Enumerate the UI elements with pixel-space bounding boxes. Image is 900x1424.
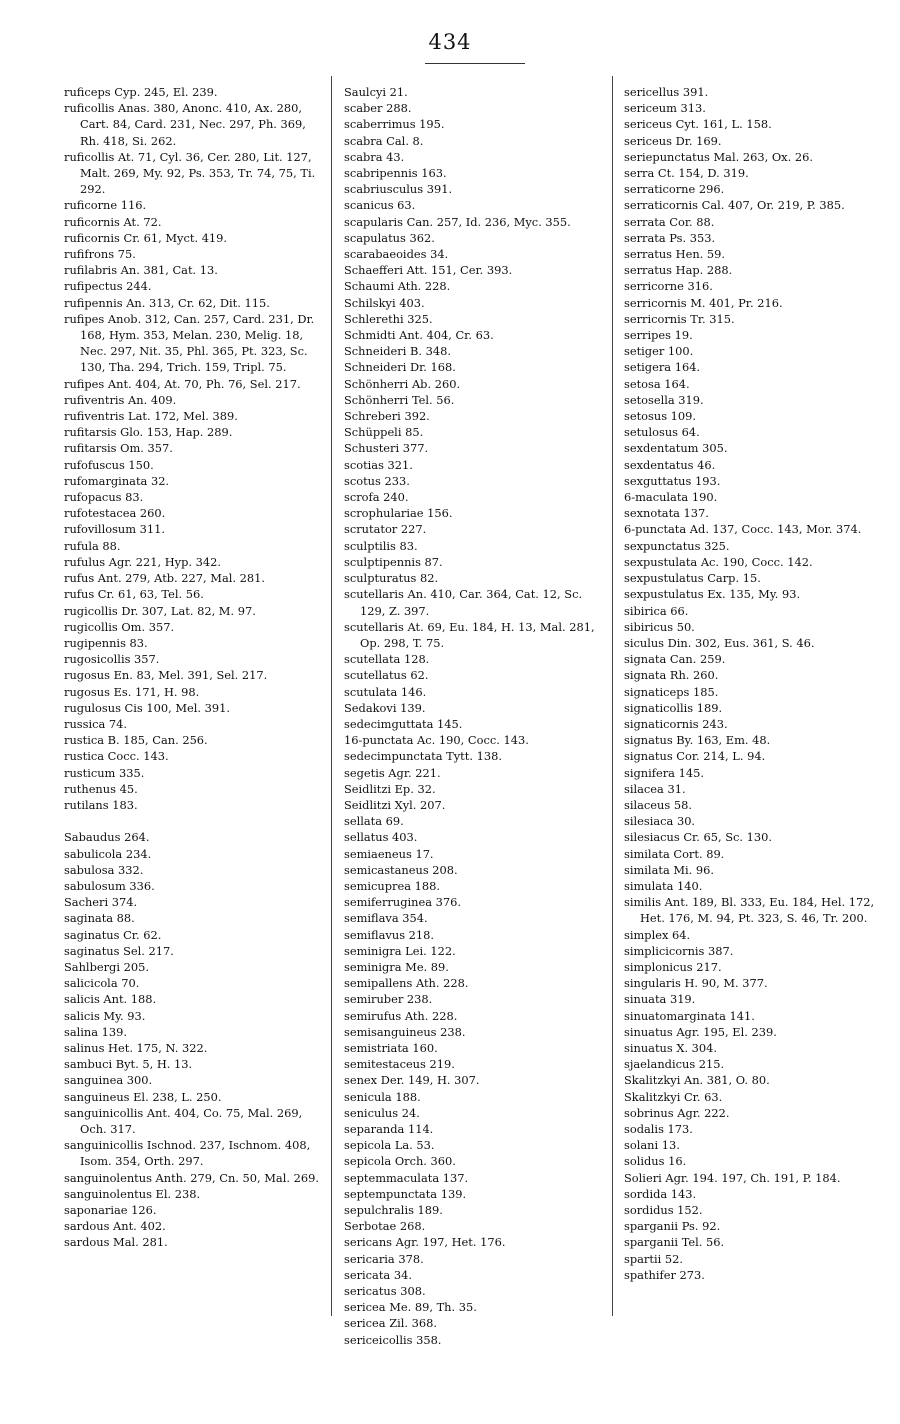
index-entry: sexpustulatus Carp. 15. — [624, 571, 761, 586]
index-entry: 6-maculata 190. — [624, 490, 718, 505]
index-entry: rugicollis Dr. 307, Lat. 82, M. 97. — [64, 603, 256, 618]
index-entry: sabulosum 336. — [64, 878, 155, 893]
index-entry: signifera 145. — [624, 765, 704, 780]
index-entry: ruficollis At. 71, Cyl. 36, Cer. 280, Lit. 127, Malt. 269, My. 92, Ps. 353, Tr. 74, 75, Ti. 292. — [64, 149, 316, 197]
index-entry: sanguinicollis Ischnod. 237, Ischnom. 408, Isom. 354, Orth. 297. — [64, 1138, 311, 1169]
index-entry: signata Can. 259. — [624, 652, 726, 667]
index-entry: scarabaeoides 34. — [344, 247, 449, 262]
index-entry: salicis My. 93. — [64, 1008, 146, 1023]
index-entry: sinuatus Agr. 195, El. 239. — [624, 1024, 777, 1039]
index-entry: sepulchralis 189. — [344, 1203, 443, 1218]
index-entry: sculptilis 83. — [344, 538, 418, 553]
index-entry: sanguinicollis Ant. 404, Co. 75, Mal. 269, Och. 317. — [64, 1105, 303, 1136]
index-entry: rufiventris Lat. 172, Mel. 389. — [64, 409, 238, 424]
index-entry: setigera 164. — [624, 360, 701, 375]
index-entry: scabra Cal. 8. — [344, 133, 424, 148]
column-divider — [612, 76, 613, 1316]
index-entry: serricornis Tr. 315. — [624, 311, 735, 326]
index-entry: rufipectus 244. — [64, 279, 152, 294]
index-entry: rufus Ant. 279, Atb. 227, Mal. 281. — [64, 571, 265, 586]
index-entry: scaberrimus 195. — [344, 117, 445, 132]
index-entry: rufipes Anob. 312, Can. 257, Card. 231, Dr. 168, Hym. 353, Melan. 230, Melig. 18, Nec. 297, Nit. 35, Phl. 365, Pt. 323, Sc. 130, Tha. 294, Trich. 159, Tripl. 75. — [64, 311, 315, 375]
index-entry: Schaefferi Att. 151, Cer. 393. — [344, 263, 513, 278]
index-entry: scutellatus 62. — [344, 668, 429, 683]
index-entry: salinus Het. 175, N. 322. — [64, 1040, 208, 1055]
index-entry: seniculus 24. — [344, 1105, 420, 1120]
index-entry: serratus Hen. 59. — [624, 247, 726, 262]
index-entry: rugicollis Om. 357. — [64, 619, 175, 634]
index-entry: ruthenus 45. — [64, 781, 138, 796]
index-entry: sepicola La. 53. — [344, 1138, 435, 1153]
index-entry: semitestaceus 219. — [344, 1057, 455, 1072]
index-entry: sculpturatus 82. — [344, 571, 439, 586]
index-entry: salicicola 70. — [64, 976, 140, 991]
index-entry: septemmaculata 137. — [344, 1170, 469, 1185]
index-entry: scanicus 63. — [344, 198, 416, 213]
index-entry: ruficeps Cyp. 245, El. 239. — [64, 85, 218, 99]
index-entry: sabulicola 234. — [64, 846, 152, 861]
index-entry: Schreberi 392. — [344, 409, 430, 424]
index-entry: setosus 109. — [624, 409, 697, 424]
index-entry: simplonicus 217. — [624, 959, 722, 974]
index-entry: rufiventris An. 409. — [64, 392, 177, 407]
index-entry: scutulata 146. — [344, 684, 427, 699]
index-entry: scabripennis 163. — [344, 166, 447, 181]
index-entry: Schönherri Ab. 260. — [344, 376, 461, 391]
index-entry: serraticorne 296. — [624, 182, 725, 197]
index-entry: silesiaca 30. — [624, 814, 696, 829]
index-entry: ruficornis At. 72. — [64, 214, 162, 229]
index-entry: semipallens Ath. 228. — [344, 976, 469, 991]
index-entry: rufotestacea 260. — [64, 506, 166, 521]
index-entry: sinuatus X. 304. — [624, 1040, 718, 1055]
index-entry: saginatus Cr. 62. — [64, 927, 162, 942]
index-entry: sericata 34. — [344, 1267, 412, 1282]
index-entry: sellatus 403. — [344, 830, 418, 845]
index-entry: semiferruginea 376. — [344, 895, 461, 910]
index-entry: sexpustulata Ac. 190, Cocc. 142. — [624, 554, 813, 569]
index-entry: sedecimpunctata Tytt. 138. — [344, 749, 502, 764]
index-entry: sobrinus Agr. 222. — [624, 1105, 730, 1120]
index-entry: Sedakovi 139. — [344, 700, 426, 715]
index-entry: semiflavus 218. — [344, 927, 435, 942]
index-entry: sinuatomarginata 141. — [624, 1008, 755, 1023]
index-entry: scotus 233. — [344, 473, 410, 488]
index-entry: sellata 69. — [344, 814, 404, 829]
index-entry: semicuprea 188. — [344, 878, 440, 893]
index-entry: rufipennis An. 313, Cr. 62, Dit. 115. — [64, 295, 270, 310]
index-entry: similis Ant. 189, Bl. 333, Eu. 184, Hel. 172, Het. 176, M. 94, Pt. 323, S. 46, Tr. 200. — [624, 895, 875, 926]
index-entry: sanguinolentus Anth. 279, Cn. 50, Mal. 269. — [64, 1170, 319, 1185]
index-entry: sanguineus El. 238, L. 250. — [64, 1089, 222, 1104]
index-entry: Schüppeli 85. — [344, 425, 424, 440]
index-entry: semirufus Ath. 228. — [344, 1008, 458, 1023]
index-column-1 — [64, 84, 322, 1251]
index-entry: rugosus En. 83, Mel. 391, Sel. 217. — [64, 668, 268, 683]
index-entry: sardous Mal. 281. — [64, 1235, 168, 1250]
index-entry: serra Ct. 154, D. 319. — [624, 166, 749, 181]
index-entry: Schlerethi 325. — [344, 311, 433, 326]
index-entry: similata Mi. 96. — [624, 862, 715, 877]
index-entry: sericellus 391. — [624, 85, 709, 99]
index-entry: solidus 16. — [624, 1154, 687, 1169]
index-entry: rufovillosum 311. — [64, 522, 166, 537]
index-entry: sexnotata 137. — [624, 506, 709, 521]
index-entry: scabriusculus 391. — [344, 182, 453, 197]
index-entry: ruficorne 116. — [64, 198, 147, 213]
index-entry: sericeus Dr. 169. — [624, 133, 722, 148]
index-entry: simulata 140. — [624, 878, 703, 893]
index-entry: sexdentatum 305. — [624, 441, 728, 456]
index-entry: sordida 143. — [624, 1186, 697, 1201]
index-entry: rugipennis 83. — [64, 635, 148, 650]
index-entry: sibiricus 50. — [624, 619, 695, 634]
index-entry: scrutator 227. — [344, 522, 427, 537]
index-entry: signata Rh. 260. — [624, 668, 719, 683]
index-entry: saginatus Sel. 217. — [64, 943, 174, 958]
index-entry: semiaeneus 17. — [344, 846, 434, 861]
index-entry: russica 74. — [64, 716, 128, 731]
page-number: 434 — [428, 30, 472, 54]
index-entry: simplex 64. — [624, 927, 691, 942]
index-entry: scrofa 240. — [344, 490, 409, 505]
index-entry: rufofuscus 150. — [64, 457, 154, 472]
index-entry: serrata Cor. 88. — [624, 214, 715, 229]
index-entry: rutilans 183. — [64, 797, 138, 812]
index-entry: semiruber 238. — [344, 992, 433, 1007]
index-entry: scaber 288. — [344, 101, 412, 116]
index-entry: rufifrons 75. — [64, 247, 136, 262]
index-entry: septempunctata 139. — [344, 1186, 467, 1201]
index-entry: sardous Ant. 402. — [64, 1219, 166, 1234]
index-entry: sambuci Byt. 5, H. 13. — [64, 1057, 193, 1072]
section-gap — [64, 813, 322, 829]
index-entry: segetis Agr. 221. — [344, 765, 441, 780]
index-entry: setosella 319. — [624, 392, 704, 407]
index-entry: singularis H. 90, M. 377. — [624, 976, 768, 991]
index-entry: scutellaris An. 410, Car. 364, Cat. 12, Sc. 129, Z. 397. — [344, 587, 583, 618]
index-entry: Saulcyi 21. — [344, 85, 408, 99]
index-entry: signatus By. 163, Em. 48. — [624, 733, 771, 748]
index-entry: scabra 43. — [344, 149, 405, 164]
index-entry: 16-punctata Ac. 190, Cocc. 143. — [344, 733, 529, 748]
index-entry: Sabaudus 264. — [64, 830, 150, 845]
index-entry: Schaumi Ath. 228. — [344, 279, 451, 294]
index-entry: sericeicollis 358. — [344, 1332, 442, 1347]
index-entry: sexdentatus 46. — [624, 457, 716, 472]
index-entry: sericeum 313. — [624, 101, 706, 116]
index-entry: sericatus 308. — [344, 1284, 426, 1299]
index-entry: sericans Agr. 197, Het. 176. — [344, 1235, 506, 1250]
index-entry: sparganii Ps. 92. — [624, 1219, 721, 1234]
index-entry: Seidlitzi Xyl. 207. — [344, 797, 446, 812]
index-entry: Skalitzkyi Cr. 63. — [624, 1089, 723, 1104]
index-entry: Serbotae 268. — [344, 1219, 426, 1234]
index-entry: similata Cort. 89. — [624, 846, 725, 861]
index-entry: seminigra Lei. 122. — [344, 943, 456, 958]
index-entry: seminigra Me. 89. — [344, 959, 449, 974]
index-entry: rufulus Agr. 221, Hyp. 342. — [64, 554, 221, 569]
index-entry: scapulatus 362. — [344, 230, 435, 245]
index-entry: sericeus Cyt. 161, L. 158. — [624, 117, 772, 132]
index-entry: sanguinolentus El. 238. — [64, 1186, 201, 1201]
index-entry: Schilskyi 403. — [344, 295, 425, 310]
index-entry: signaticornis 243. — [624, 716, 728, 731]
index-entry: rufula 88. — [64, 538, 121, 553]
column-divider — [331, 76, 332, 1316]
index-entry: salicis Ant. 188. — [64, 992, 157, 1007]
index-entry: Sahlbergi 205. — [64, 959, 149, 974]
index-entry: scutellaris At. 69, Eu. 184, H. 13, Mal. 281, Op. 298, T. 75. — [344, 619, 595, 650]
index-entry: rustica Cocc. 143. — [64, 749, 169, 764]
index-entry: sericea Zil. 368. — [344, 1316, 438, 1331]
index-entry: rugosicollis 357. — [64, 652, 160, 667]
index-entry: Schmidti Ant. 404, Cr. 63. — [344, 328, 494, 343]
index-entry: serripes 19. — [624, 328, 693, 343]
index-entry: rusticum 335. — [64, 765, 145, 780]
index-entry: sabulosa 332. — [64, 862, 144, 877]
index-entry: rufus Cr. 61, 63, Tel. 56. — [64, 587, 204, 602]
index-entry: ruficollis Anas. 380, Anonc. 410, Ax. 280, Cart. 84, Card. 231, Nec. 297, Ph. 369, Rh. 418, Si. 262. — [64, 101, 306, 148]
index-entry: semicastaneus 208. — [344, 862, 458, 877]
index-entry: senicula 188. — [344, 1089, 421, 1104]
index-entry: rufopacus 83. — [64, 490, 144, 505]
index-entry: sexpustulatus Ex. 135, My. 93. — [624, 587, 801, 602]
index-entry: scutellata 128. — [344, 652, 430, 667]
index-entry: sericaria 378. — [344, 1251, 424, 1266]
index-entry: serrata Ps. 353. — [624, 230, 716, 245]
index-entry: rufomarginata 32. — [64, 473, 170, 488]
index-entry: scrophulariae 156. — [344, 506, 453, 521]
index-entry: signaticollis 189. — [624, 700, 723, 715]
index-entry: rustica B. 185, Can. 256. — [64, 733, 208, 748]
index-entry: Seidlitzi Ep. 32. — [344, 781, 436, 796]
index-entry: sedecimguttata 145. — [344, 716, 463, 731]
index-entry: Sacheri 374. — [64, 895, 138, 910]
index-entry: sjaelandicus 215. — [624, 1057, 725, 1072]
index-entry: siculus Din. 302, Eus. 361, S. 46. — [624, 635, 815, 650]
index-column-2 — [344, 84, 610, 1348]
index-entry: rufitarsis Glo. 153, Hap. 289. — [64, 425, 233, 440]
index-entry: sanguinea 300. — [64, 1073, 153, 1088]
index-entry: rufitarsis Om. 357. — [64, 441, 173, 456]
index-entry: Schusteri 377. — [344, 441, 429, 456]
index-entry: serricorne 316. — [624, 279, 713, 294]
index-entry: Schneideri Dr. 168. — [344, 360, 456, 375]
index-entry: sinuata 319. — [624, 992, 696, 1007]
index-entry: Schönherri Tel. 56. — [344, 392, 455, 407]
index-entry: sculptipennis 87. — [344, 554, 443, 569]
index-entry: serratus Hap. 288. — [624, 263, 733, 278]
index-entry: setiger 100. — [624, 344, 694, 359]
index-entry: Schneideri B. 348. — [344, 344, 451, 359]
index-entry: semistriata 160. — [344, 1040, 438, 1055]
index-entry: seriepunctatus Mal. 263, Ox. 26. — [624, 149, 813, 164]
index-entry: setosa 164. — [624, 376, 690, 391]
index-entry: senex Der. 149, H. 307. — [344, 1073, 480, 1088]
index-entry: saginata 88. — [64, 911, 135, 926]
index-entry: serraticornis Cal. 407, Or. 219, P. 385. — [624, 198, 845, 213]
index-entry: rugosus Es. 171, H. 98. — [64, 684, 200, 699]
index-entry: salina 139. — [64, 1024, 128, 1039]
index-entry: serricornis M. 401, Pr. 216. — [624, 295, 783, 310]
index-entry: silacea 31. — [624, 781, 686, 796]
index-entry: sexguttatus 193. — [624, 473, 721, 488]
index-entry: solani 13. — [624, 1138, 680, 1153]
index-entry: sexpunctatus 325. — [624, 538, 730, 553]
index-entry: signaticeps 185. — [624, 684, 719, 699]
index-entry: Skalitzkyi An. 381, O. 80. — [624, 1073, 770, 1088]
index-entry: sericea Me. 89, Th. 35. — [344, 1300, 477, 1315]
index-entry: semisanguineus 238. — [344, 1024, 466, 1039]
index-entry: rufilabris An. 381, Cat. 13. — [64, 263, 218, 278]
index-entry: spathifer 273. — [624, 1267, 705, 1282]
index-entry: sodalis 173. — [624, 1122, 693, 1136]
index-entry: scapularis Can. 257, Id. 236, Myc. 355. — [344, 214, 571, 229]
index-entry: signatus Cor. 214, L. 94. — [624, 749, 766, 764]
index-entry: separanda 114. — [344, 1122, 434, 1136]
index-column-3 — [624, 84, 876, 1283]
index-entry: silesiacus Cr. 65, Sc. 130. — [624, 830, 773, 845]
index-entry: rugulosus Cis 100, Mel. 391. — [64, 700, 231, 715]
index-entry: semiflava 354. — [344, 911, 428, 926]
index-entry: setulosus 64. — [624, 425, 700, 440]
index-entry: simplicicornis 387. — [624, 943, 734, 958]
index-entry: 6-punctata Ad. 137, Cocc. 143, Mor. 374. — [624, 522, 862, 537]
index-entry: sepicola Orch. 360. — [344, 1154, 456, 1169]
index-entry: scotias 321. — [344, 457, 413, 472]
index-entry: ruficornis Cr. 61, Myct. 419. — [64, 230, 228, 245]
index-entry: rufipes Ant. 404, At. 70, Ph. 76, Sel. 217. — [64, 376, 301, 391]
index-entry: silaceus 58. — [624, 797, 692, 812]
index-entry: sparganii Tel. 56. — [624, 1235, 725, 1250]
index-entry: sordidus 152. — [624, 1203, 703, 1218]
index-entry: saponariae 126. — [64, 1203, 157, 1217]
index-entry: spartii 52. — [624, 1251, 683, 1266]
index-entry: sibirica 66. — [624, 603, 689, 618]
header-rule — [425, 63, 525, 64]
index-entry: Solieri Agr. 194. 197, Ch. 191, P. 184. — [624, 1170, 841, 1185]
